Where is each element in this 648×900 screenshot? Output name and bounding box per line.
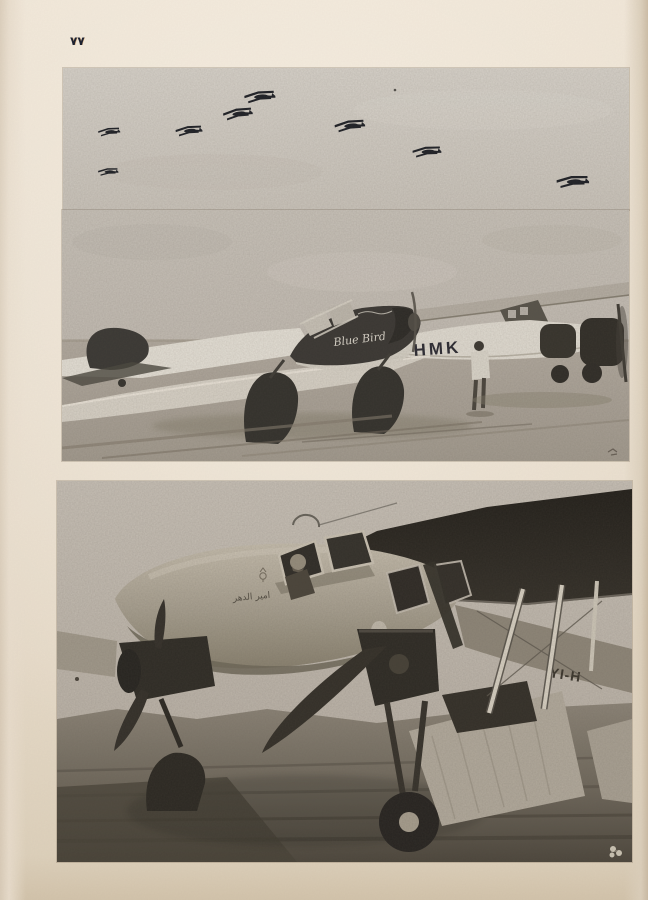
- photo1-grain: [63, 68, 629, 210]
- biplane-closeup-photo: [57, 481, 632, 862]
- photo3-grain: [57, 481, 632, 862]
- page-number: ٧٧: [70, 34, 85, 48]
- photo2-grain: [62, 210, 629, 461]
- formation-photo: [63, 68, 629, 210]
- airfield-photo: [62, 210, 629, 461]
